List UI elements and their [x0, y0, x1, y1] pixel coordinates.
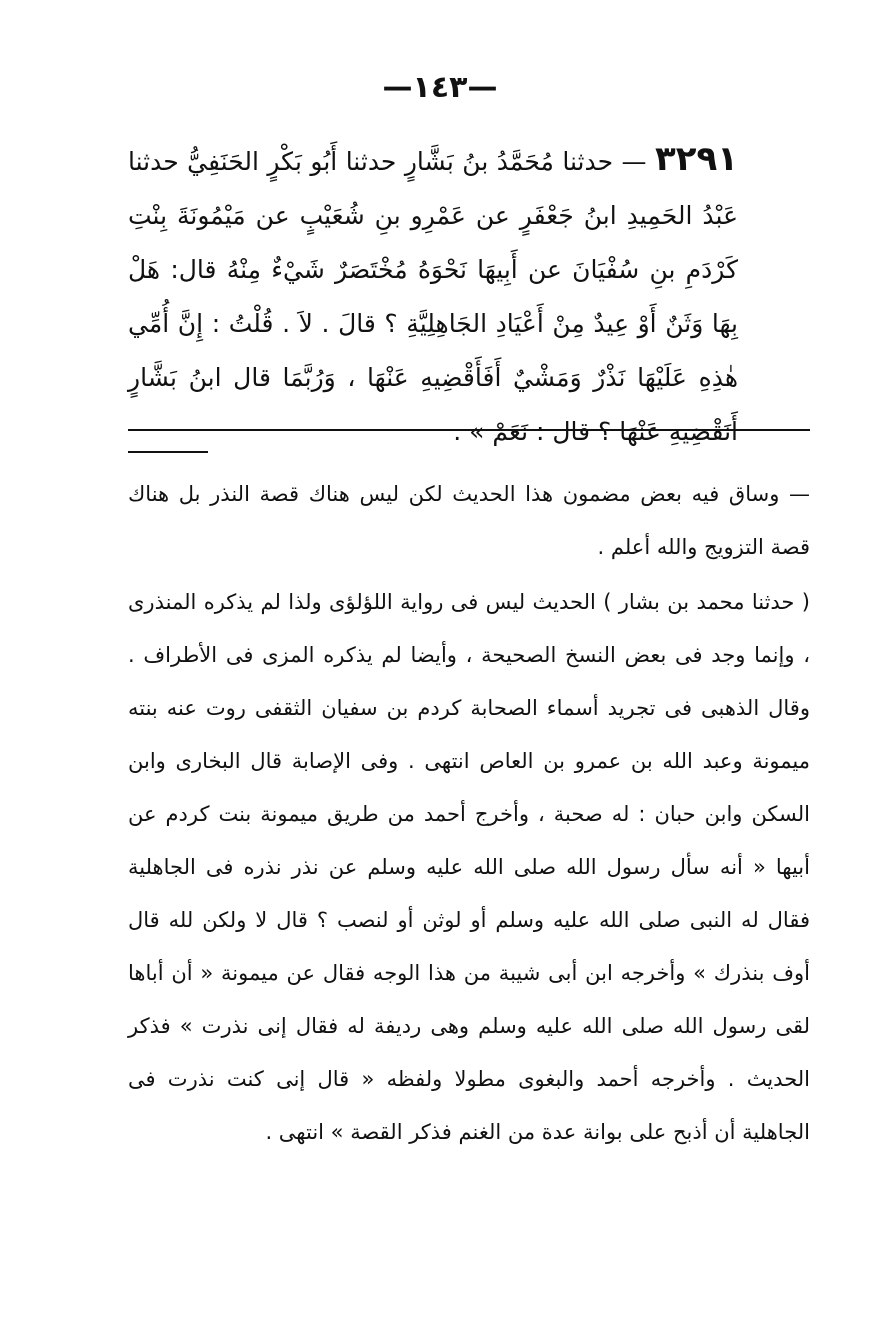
- hadith-text: — حدثنا مُحَمَّدُ بنُ بَشَّارٍ حدثنا أَبُو بَكْرٍ الحَنَفِيُّ حدثنا عَبْدُ الحَمِيدِ ابنُ جَعْفَرٍ عن عَمْرِو بنِ شُعَيْبٍ عن مَيْمُونَةَ بِنْتِ كَرْدَمِ بنِ سُفْيَانَ عن أَبِيهَا نَحْوَهُ مُخْتَصَرٌ شَيْءٌ مِنْهُ قال: هَلْ بِهَا وَثَنٌ أَوْ عِيدٌ مِنْ أَعْيَادِ الجَاهِلِيَّةِ ؟ قالَ . لاَ . قُلْتُ : إِنَّ أُمِّي هٰذِهِ عَلَيْهَا نَذْرٌ وَمَشْيٌ أَفَأَقْضِيهِ عَنْهَا ، وَرُبَّمَا قال ابنُ بَشَّارٍ أَنَقْضِيهِ عَنْهَا ؟ قال : نَعَمْ » .: [128, 147, 738, 446]
- commentary-note-2: ( حدثنا محمد بن بشار ) الحديث ليس فى رواية اللؤلؤى ولذا لم يذكره المنذرى ، وإنما وجد فى بعض النسخ الصحيحة ، وأيضا لم يذكره المزى فى الأطراف . وقال الذهبى فى تجريد أسماء الصحابة كردم بن سفيان الثقفى روت عنه بنته ميمونة وعبد الله بن عمرو بن العاص انتهى . وفى الإصابة قال البخارى وابن السكن وابن حبان : له صحبة ، وأخرج أحمد من طريق ميمونة بنت كردم عن أبيها « أنه سأل رسول الله صلى الله عليه وسلم عن نذر نذره فى الجاهلية فقال له النبى صلى الله عليه وسلم أو لوثن أو لنصب ؟ قال لا ولكن لله قال أوف بنذرك » وأخرجه ابن أبى شيبة من هذا الوجه فقال عن ميمونة « أن أباها لقى رسول الله صلى الله عليه وسلم وهى رديفة له فقال إنى نذرت » فذكر الحديث . وأخرجه أحمد والبغوى مطولا ولفظه « قال إنى كنت نذرت فى الجاهلية أن أذبح على بوانة عدة من الغنم فذكر القصة » انتهى .: [128, 590, 810, 1144]
- footnote-divider-short: [128, 451, 208, 453]
- footnote-divider: [128, 429, 810, 431]
- hadith-number: ٣٢٩١: [654, 139, 738, 179]
- page-number: —١٤٣—: [382, 70, 498, 105]
- commentary-note-1: — وساق فيه بعض مضمون هذا الحديث لكن ليس هناك قصة النذر بل هناك قصة التزويج والله أعلم .: [128, 482, 810, 559]
- hadith-block: [128, 132, 738, 459]
